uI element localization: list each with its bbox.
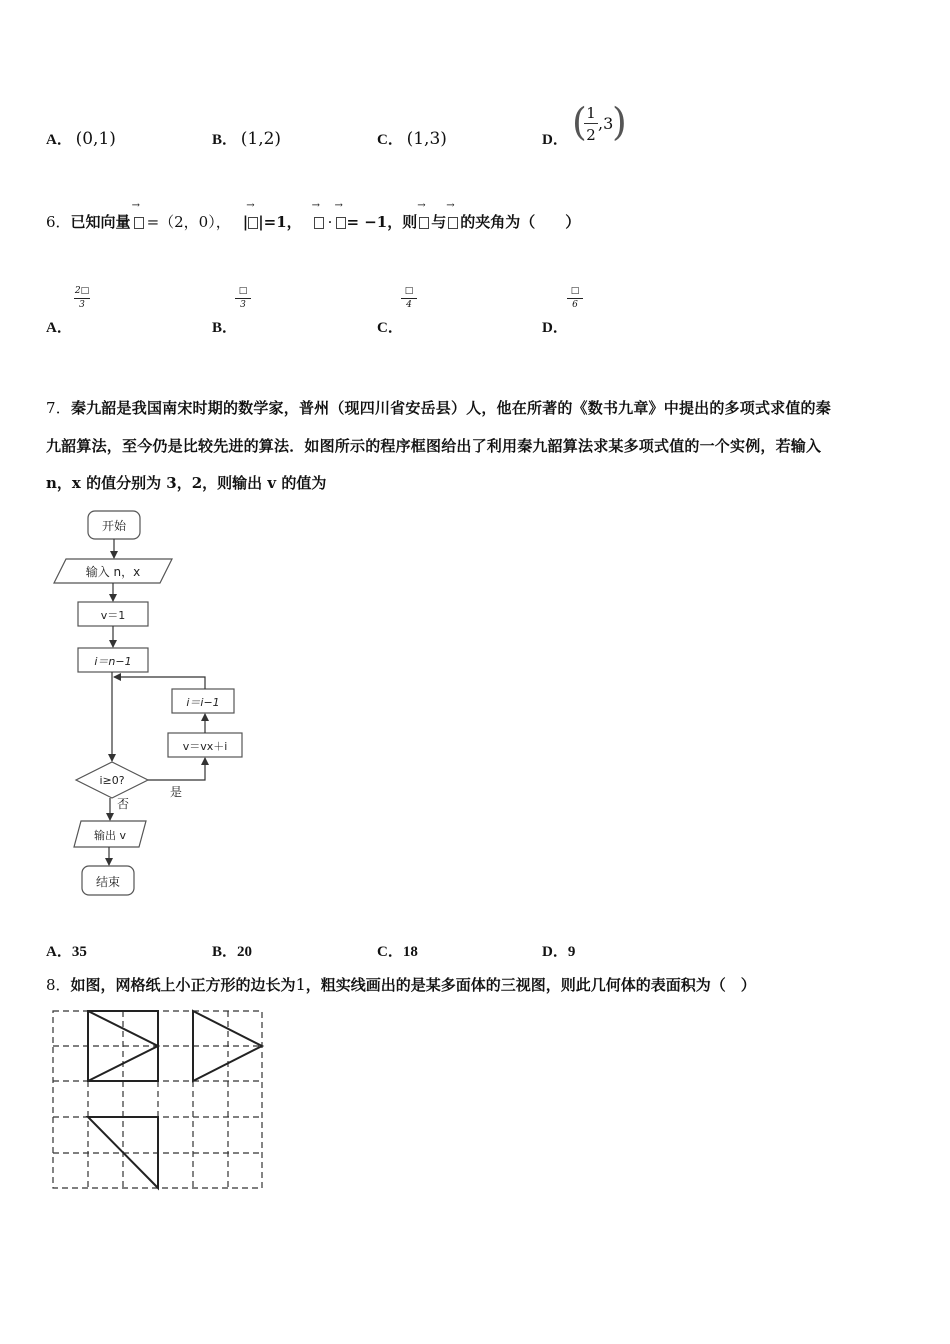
q6-text: 已知向量 (70, 213, 131, 231)
q7-text: 秦九韶是我国南宋时期的数学家，普州（现四川省安岳县）人，他在所著的《数书九章》中提出的多项式求值的秦 (70, 399, 831, 417)
vector-b-symbol (448, 213, 458, 231)
q6-option-c-fraction (399, 286, 419, 311)
flow-output-label: 输出 v (93, 829, 127, 842)
left-paren: ( (572, 100, 587, 144)
fraction-denominator: 3 (79, 300, 85, 310)
q6-text: = −1，则 (346, 213, 418, 231)
flow-arrow-loop (114, 677, 205, 689)
q6-text: =（2，0）， (146, 213, 231, 231)
q5-option-c (377, 128, 447, 149)
option-value: 18 (402, 944, 418, 960)
option-letter: B． (212, 132, 238, 148)
flow-init-v-label: v＝1 (100, 609, 126, 622)
option-letter: A． (46, 944, 72, 960)
vector-b-symbol (336, 213, 346, 231)
option-value: (1,2) (240, 129, 282, 149)
fraction-numerator: □ (570, 286, 580, 296)
q8-text: ，粗实线画出的是某多面体的三视图，则此几何体的表面积为（ ） (305, 976, 756, 994)
option-value: (1,3) (406, 129, 447, 149)
flow-arrow-yes (148, 758, 205, 780)
fraction-bar (584, 123, 598, 124)
q5-option-d-value (572, 100, 627, 150)
flow-condition-label: i≥0? (99, 774, 125, 787)
option-letter: C． (377, 944, 403, 960)
q6-option-b: B． (212, 320, 238, 336)
question-number: 6． (46, 213, 71, 231)
q7-option-d (542, 940, 575, 961)
flow-init-i-label: i＝n−1 (94, 655, 132, 668)
q6-option-a: A． (46, 320, 72, 336)
flow-start-label: 开始 (101, 519, 127, 533)
fraction-denominator: 3 (240, 300, 246, 310)
q7-option-c (377, 940, 418, 961)
flow-decrement-label: i＝i−1 (186, 696, 220, 709)
fraction-numerator: □ (404, 286, 414, 296)
q7-line-2: 九韶算法，至今仍是比较先进的算法．如图所示的程序框图给出了利用秦九韶算法求某多项式值的一个实例，若输入 (46, 437, 822, 455)
flow-input-label: 输入 n，x (85, 565, 141, 579)
option-value: 35 (71, 944, 87, 960)
flow-update-label: v＝vx＋i (182, 740, 228, 753)
q6-option-d-fraction (565, 286, 585, 311)
option-letter: B． (212, 944, 238, 960)
option-letter: D． (542, 944, 568, 960)
option-letter: C． (377, 132, 403, 148)
q6-option-c: C． (377, 320, 403, 336)
vector-a-symbol (314, 213, 324, 231)
flow-end-label: 结束 (95, 875, 121, 889)
q7-option-a (46, 940, 87, 961)
q6-text: |=1， (258, 213, 302, 231)
fraction-denominator: 6 (572, 300, 578, 310)
q6-option-d: D． (542, 320, 568, 336)
dot-operator: · (327, 213, 333, 231)
option-value: (0,1) (75, 129, 116, 149)
q8-value: 1 (295, 975, 306, 994)
flow-no-label: 否 (117, 797, 130, 811)
fraction-denominator: 4 (406, 300, 412, 310)
q7-line-3: n，x 的值分别为 3，2，则输出 v 的值为 (46, 474, 327, 492)
q6-stem: 6．已知向量→ =（2，0）， |→ |=1，→ ·→ = −1，则→ 与→ 的夹角为（ ） (46, 211, 580, 232)
option-letter: D． (542, 132, 568, 148)
fraction-numerator: 2□ (74, 286, 90, 296)
q7-option-b (212, 940, 252, 961)
flow-yes-label: 是 (170, 785, 183, 799)
q7-flowchart (0, 0, 300, 910)
option-value: 9 (567, 944, 576, 960)
right-paren: ) (612, 100, 627, 144)
q8-text: 如图，网格纸上小正方形的边长为 (70, 976, 296, 994)
option-value: 20 (237, 944, 253, 960)
q8-three-view-grid (50, 1008, 266, 1191)
fraction-numerator: □ (238, 286, 248, 296)
question-number: 7． (46, 399, 71, 417)
option-letter: A． (46, 132, 72, 148)
fraction-denominator: 2 (586, 126, 596, 144)
vector-a-symbol (419, 213, 429, 231)
option-value-rest: ,3 (598, 114, 614, 133)
q5-option-d (542, 128, 568, 149)
fraction-numerator: 1 (586, 104, 596, 122)
solid-views (88, 1011, 262, 1188)
question-number: 8． (46, 976, 71, 994)
q8-stem (46, 974, 756, 995)
q6-text: 与 (431, 213, 447, 231)
q6-text: 的夹角为（ ） (460, 213, 581, 231)
